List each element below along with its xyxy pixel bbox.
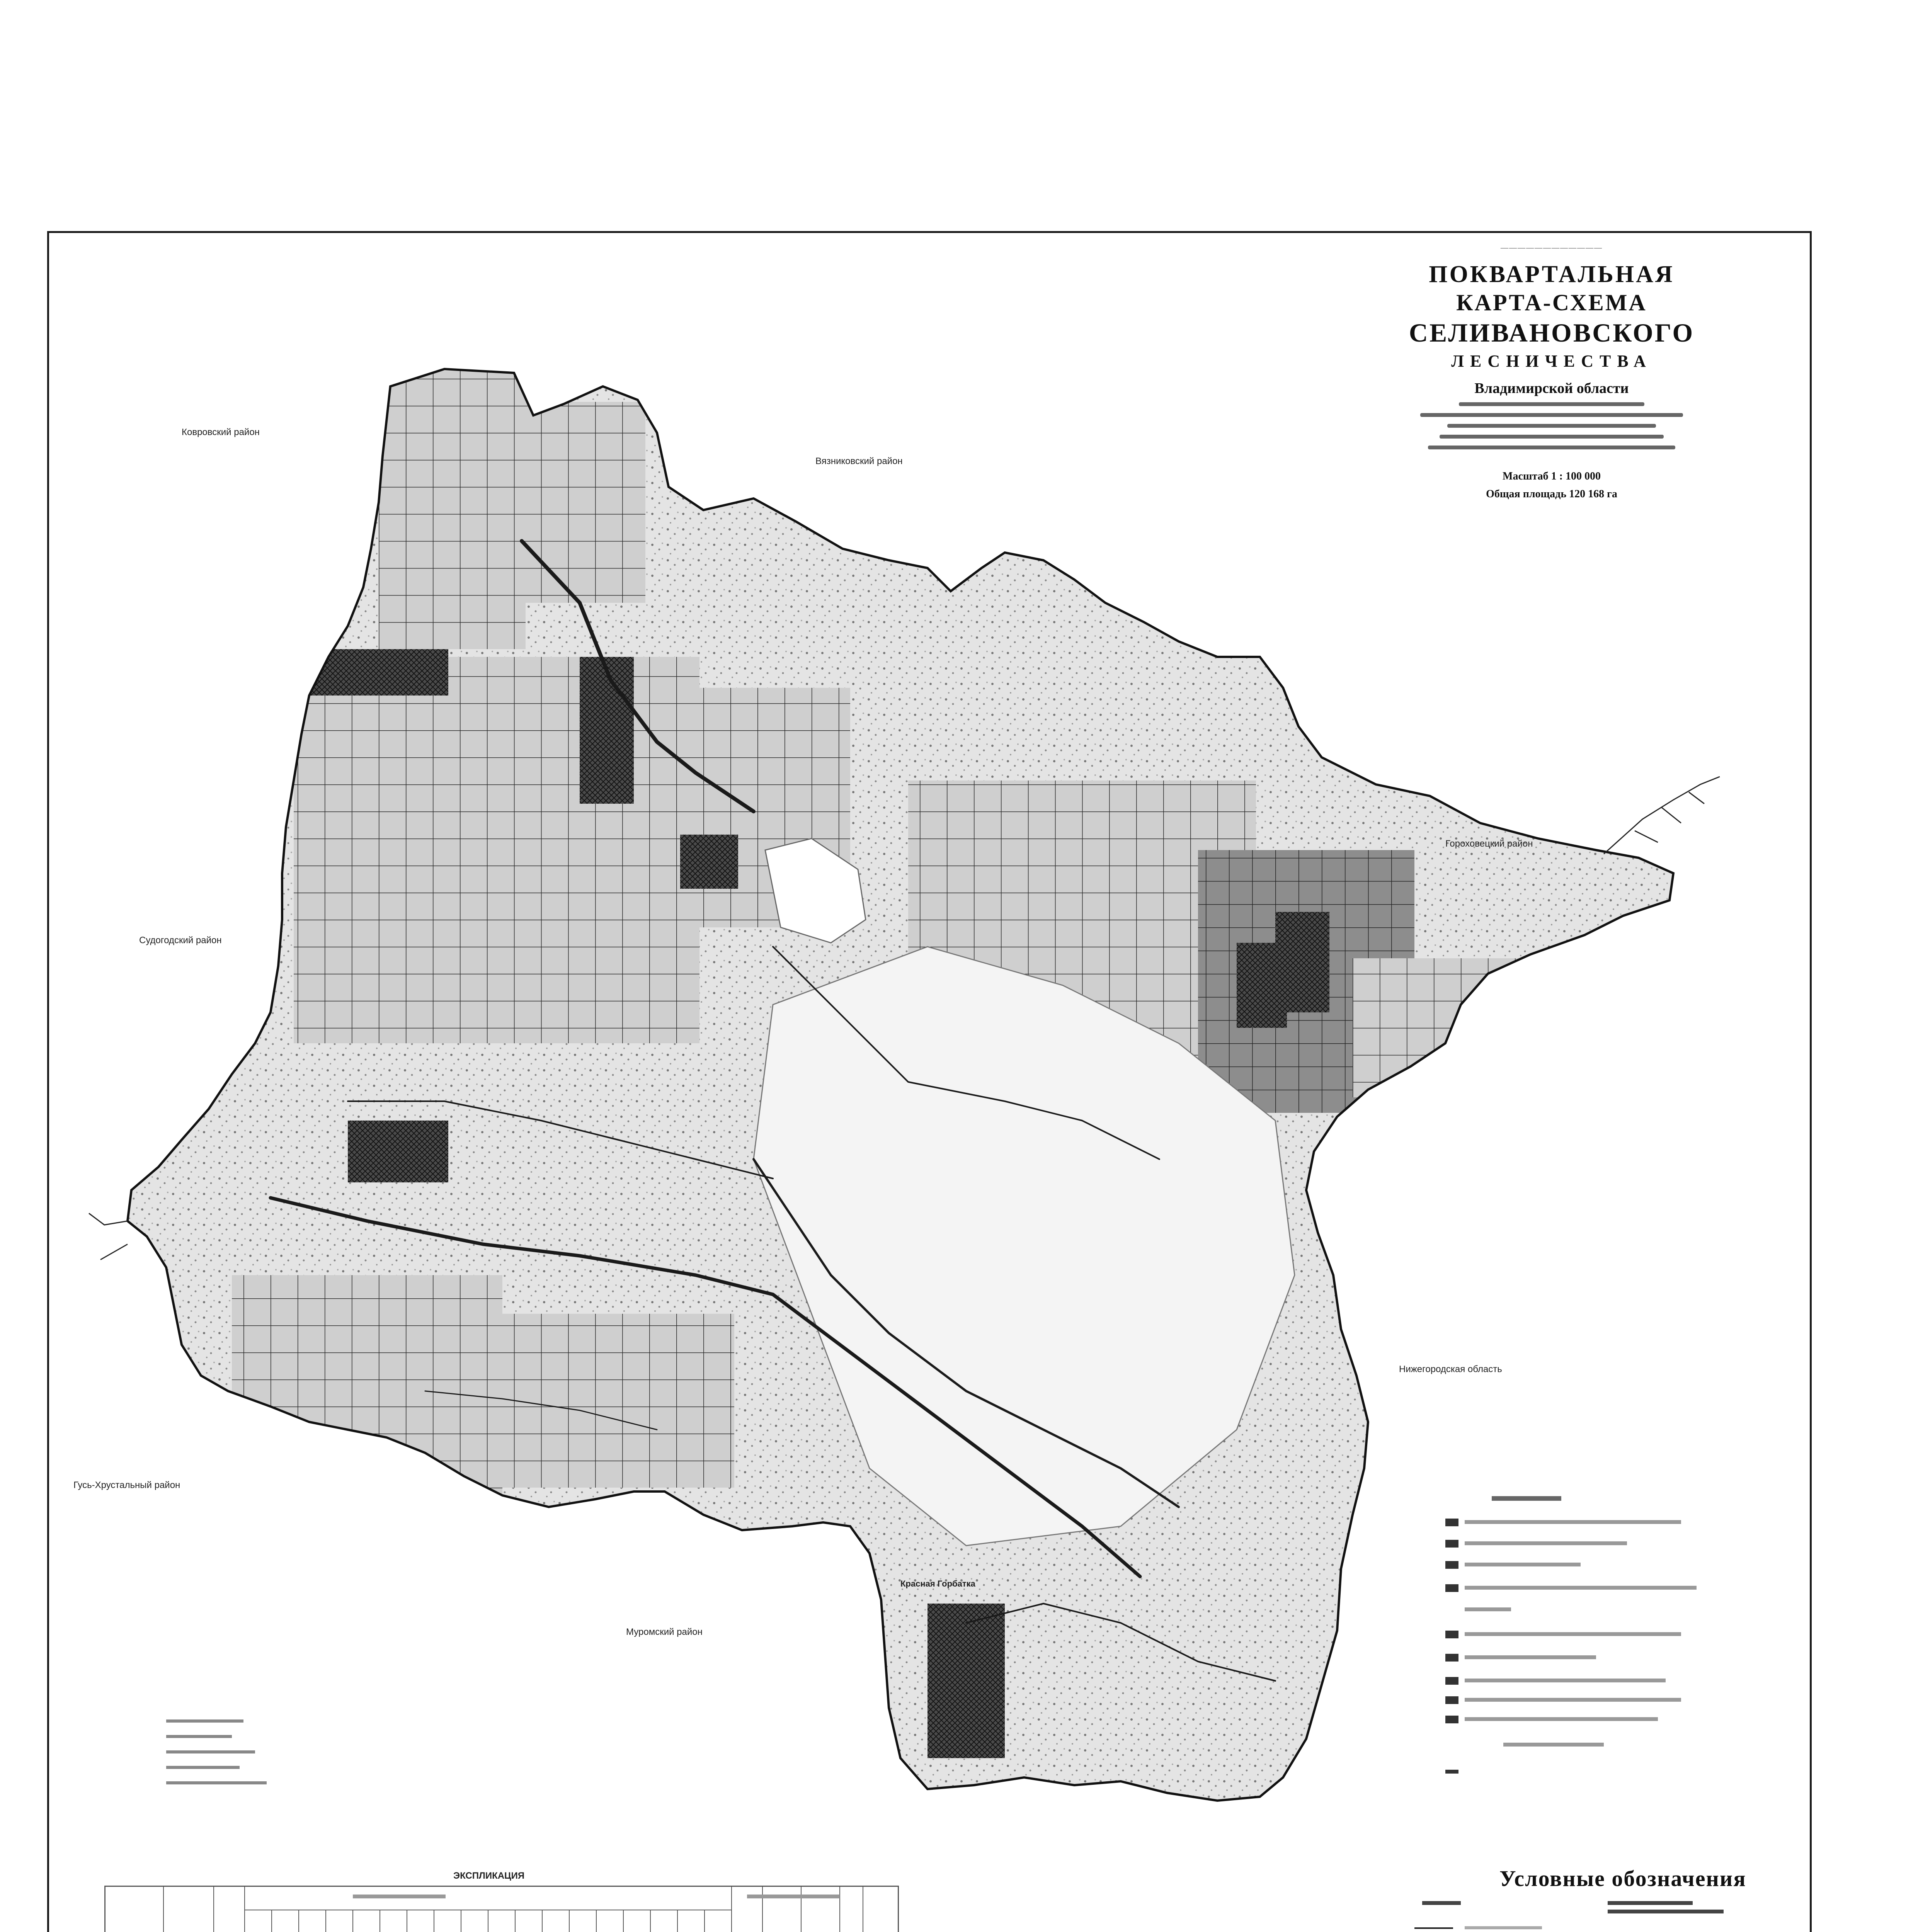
region-label-gorokhovets (1445, 838, 1533, 849)
legend-title: Условные обозначения (1499, 1866, 1746, 1891)
explication-title: ЭКСПЛИКАЦИЯ (453, 1871, 525, 1881)
region-label-murom-name: Муромский район (626, 1627, 703, 1637)
explication-table (104, 1871, 899, 1932)
map-description (1341, 400, 1762, 461)
region-label-kovrov-name: Ковровский район (182, 427, 260, 437)
total-area: Общая площадь 120 168 га (1486, 488, 1617, 500)
title-line-2: КАРТА-СХЕМА (1456, 290, 1647, 315)
region-label-nizhny (1399, 1364, 1502, 1375)
town-label: Красная Горбатка (900, 1579, 975, 1588)
region-label-gus-name: Гусь-Хрустальный район (73, 1480, 180, 1490)
map-notes-lines (166, 1716, 305, 1801)
region-label-murom (626, 1627, 703, 1638)
explication-grid (106, 1887, 895, 1932)
title-line-4: ЛЕСНИЧЕСТВА (1451, 352, 1652, 371)
region-label-gorokhovets-name: Гороховецкий район (1445, 838, 1533, 849)
inset-legend-items (1445, 1495, 1727, 1774)
title-block (1341, 243, 1762, 500)
map-notes (166, 1716, 305, 1801)
publisher-line: ———————————— (1501, 243, 1603, 252)
legend-symbols (1407, 1901, 1778, 1932)
map-scale: Масштаб 1 : 100 000 (1503, 470, 1601, 482)
title-line-3: СЕЛИВАНОВСКОГО (1409, 318, 1695, 347)
region-title: Владимирской области (1474, 380, 1629, 396)
region-label-sudogda-name: Судогодский район (139, 935, 222, 946)
region-label-nizhny-name: Нижегородская область (1399, 1364, 1502, 1374)
title-line-1: ПОКВАРТАЛЬНАЯ (1429, 261, 1675, 287)
legend-panel (1407, 1901, 1778, 1932)
region-label-vyazniki-name: Вязниковский район (815, 456, 903, 466)
inset-legend (1445, 1495, 1727, 1774)
region-label-sudogda (139, 935, 222, 946)
region-label-gus (73, 1480, 180, 1491)
description-placeholder (1405, 400, 1698, 458)
region-label-vyazniki (815, 456, 903, 467)
region-label-kovrov (182, 427, 260, 438)
